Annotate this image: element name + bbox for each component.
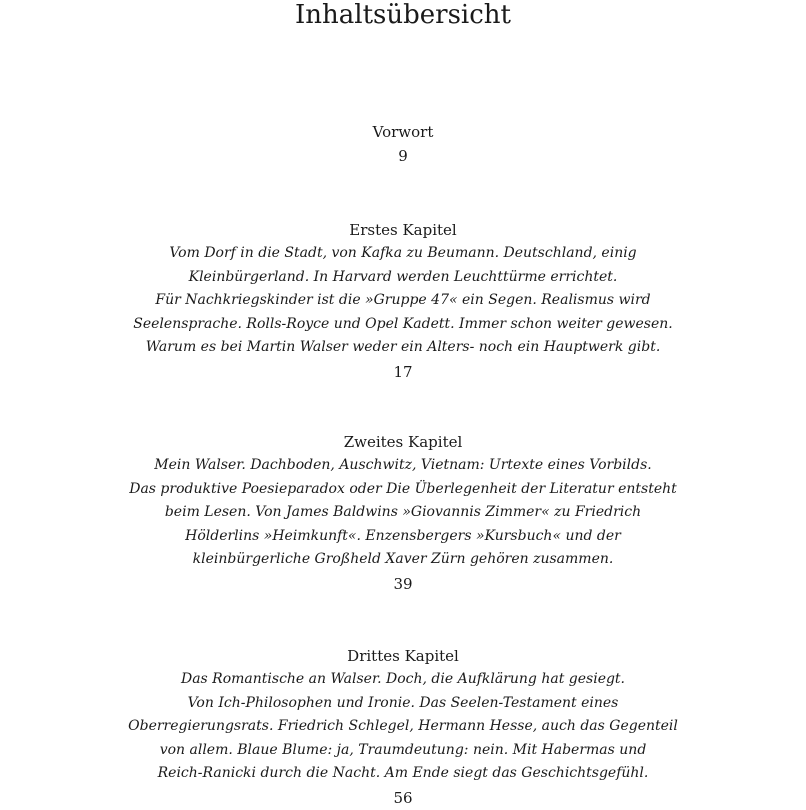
toc-entry-page-number: 17 — [393, 362, 413, 381]
summary-line: Hölderlins »Heimkunft«. Enzensbergers »Kursbuch« und der — [185, 527, 621, 544]
toc-entry-vorwort — [0, 120, 806, 168]
summary-line: Mein Walser. Dachboden, Auschwitz, Vietnam: Urtexte eines Vorbilds. — [154, 457, 652, 473]
summary-line: Kleinbürgerland. In Harvard werden Leuchttürme errichtet. — [188, 268, 618, 285]
summary-line: Oberregierungsrats. Friedrich Schlegel, Hermann Hesse, auch das Gegenteil — [128, 718, 678, 734]
toc-entry-erstes-kapitel — [0, 218, 806, 384]
toc-entry-zweites-kapitel — [0, 430, 806, 596]
summary-line: Seelensprache. Rolls-Royce und Opel Kadett. Immer schon weiter gewesen. — [133, 315, 673, 332]
summary-line: Das produktive Poesieparadox oder Die Überlegenheit der Literatur entsteht — [129, 480, 677, 497]
toc-entry-page-number: 39 — [393, 574, 413, 593]
toc-entry-summary — [123, 454, 683, 572]
summary-line: Vom Dorf in die Stadt, von Kafka zu Beumann. Deutschland, einig — [169, 245, 637, 261]
summary-line: von allem. Blaue Blume: ja, Traumdeutung: nein. Mit Habermas und — [159, 741, 647, 758]
summary-line: Von Ich-Philosophen und Ironie. Das Seelen-Testament eines — [187, 694, 619, 711]
toc-entry-heading: Vorwort — [372, 123, 434, 141]
page-title: Inhaltsübersicht — [295, 0, 511, 30]
toc-entry-page-number: 56 — [393, 788, 413, 807]
toc-entry-heading: Erstes Kapitel — [349, 221, 457, 239]
toc-entry-drittes-kapitel — [0, 644, 806, 810]
summary-line: kleinbürgerliche Großheld Xaver Zürn gehören zusammen. — [192, 551, 614, 567]
summary-line: beim Lesen. Von James Baldwins »Giovannis Zimmer« zu Friedrich — [164, 504, 642, 520]
toc-entry-summary — [123, 668, 683, 786]
summary-line: Warum es bei Martin Walser weder ein Alters- noch ein Hauptwerk gibt. — [145, 339, 661, 355]
toc-entry-heading: Zweites Kapitel — [343, 433, 463, 451]
summary-line: Das Romantische an Walser. Doch, die Aufklärung hat gesiegt. — [180, 671, 626, 687]
toc-entry-summary — [123, 242, 683, 360]
toc-entry-page-number: 9 — [398, 147, 408, 165]
summary-line: Reich-Ranicki durch die Nacht. Am Ende siegt das Geschichtsgefühl. — [157, 765, 649, 781]
toc-entry-heading: Drittes Kapitel — [347, 647, 459, 665]
summary-line: Für Nachkriegskinder ist die »Gruppe 47« ein Segen. Realismus wird — [155, 292, 651, 308]
